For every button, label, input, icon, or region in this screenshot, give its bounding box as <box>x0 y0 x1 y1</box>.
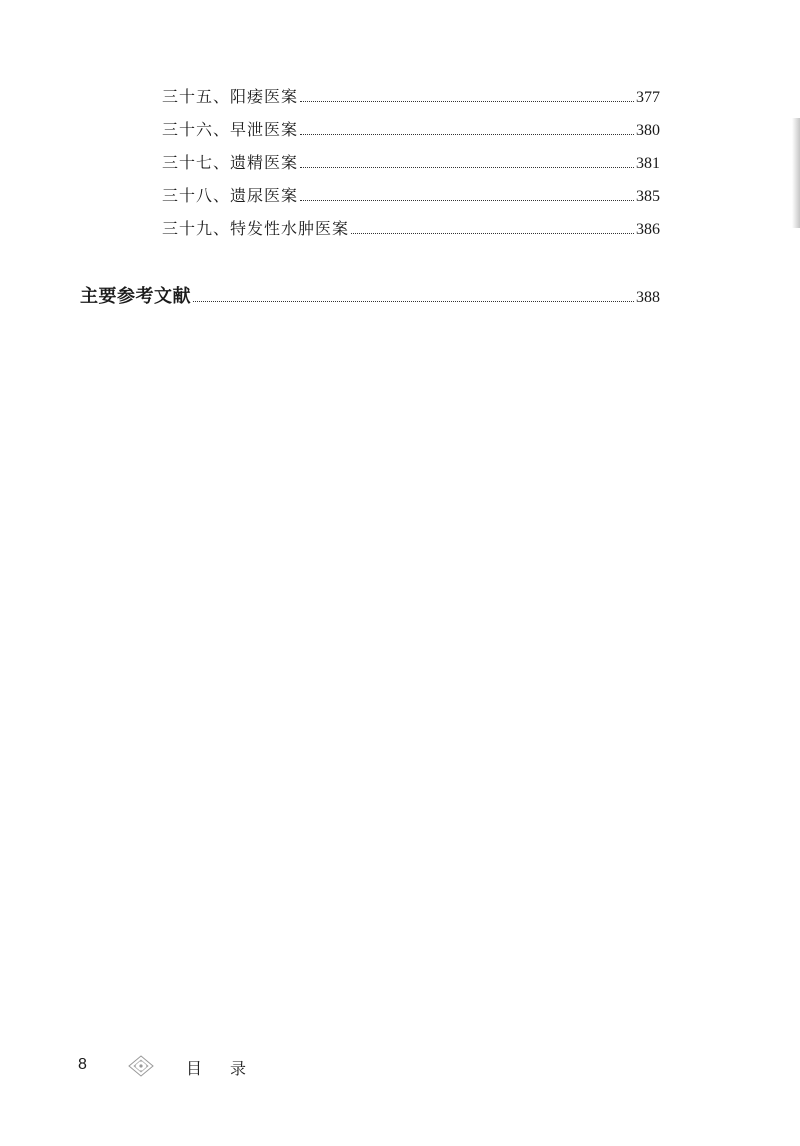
toc-entry-page: 386 <box>636 221 660 238</box>
toc-main-entry-page: 388 <box>636 289 660 306</box>
dot-leader <box>300 100 634 102</box>
toc-entry-label: 三十九、特发性水肿医案 <box>162 219 350 238</box>
page-edge-shadow <box>792 118 800 228</box>
toc-entry[interactable] <box>162 152 660 174</box>
toc-entry[interactable] <box>162 185 660 207</box>
toc-entry[interactable] <box>162 86 660 108</box>
toc-entry-page: 381 <box>636 155 660 172</box>
toc-entry-page: 377 <box>636 89 660 106</box>
dot-leader <box>300 133 634 135</box>
toc-entry-label: 三十五、阳痿医案 <box>162 87 299 106</box>
toc-entry-label: 三十八、遗尿医案 <box>162 186 299 205</box>
toc-main-entry[interactable] <box>80 284 660 310</box>
dot-leader <box>193 300 634 302</box>
dot-leader <box>300 199 634 201</box>
toc-entry-page: 385 <box>636 188 660 205</box>
diamond-ornament-icon <box>126 1054 156 1078</box>
toc-main-entry-label: 主要参考文献 <box>80 286 191 307</box>
running-head-title: 目录 <box>186 1059 275 1078</box>
dot-leader <box>351 232 634 234</box>
toc-entry[interactable] <box>162 218 660 240</box>
toc-entry-label: 三十六、早泄医案 <box>162 120 299 139</box>
toc-entry[interactable] <box>162 119 660 141</box>
dot-leader <box>300 166 634 168</box>
folio-page-number: 8 <box>78 1056 87 1073</box>
toc-entry-label: 三十七、遗精医案 <box>162 153 299 172</box>
page-footer <box>0 1054 800 1082</box>
toc-entry-page: 380 <box>636 122 660 139</box>
